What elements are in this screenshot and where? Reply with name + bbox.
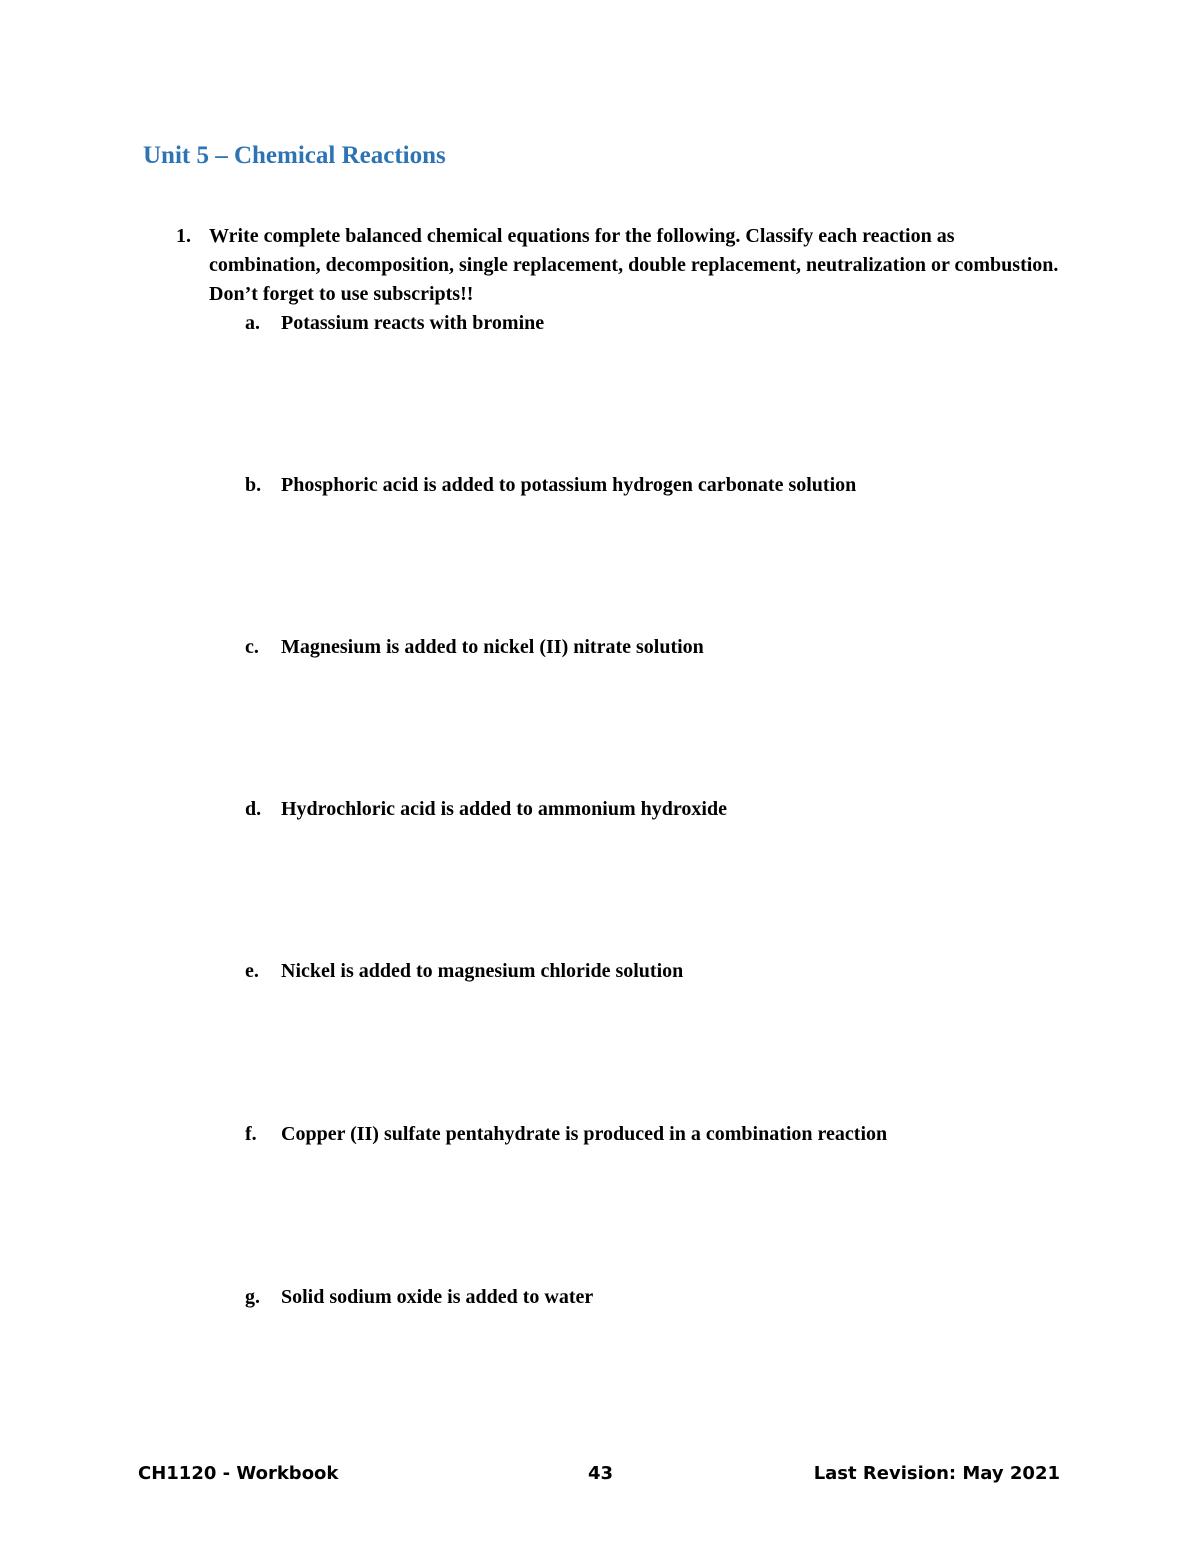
item-text: Nickel is added to magnesium chloride solution — [281, 960, 684, 982]
item-e — [245, 958, 683, 984]
item-letter: a. — [245, 312, 260, 334]
footer-page-number: 43 — [588, 1463, 614, 1484]
item-b — [245, 472, 856, 498]
unit-title: Unit 5 – Chemical Reactions — [143, 142, 446, 169]
item-letter: c. — [245, 636, 259, 658]
question-1 — [176, 222, 1076, 309]
item-text: Potassium reacts with bromine — [281, 312, 545, 334]
item-letter: f. — [245, 1123, 257, 1145]
item-text: Magnesium is added to nickel (II) nitrate solution — [281, 636, 704, 658]
item-letter: e. — [245, 960, 259, 982]
item-a — [245, 310, 544, 336]
footer-revision: Last Revision: May 2021 — [813, 1463, 1060, 1484]
item-d — [245, 796, 727, 822]
item-text: Hydrochloric acid is added to ammonium hydroxide — [281, 798, 727, 820]
item-text: Phosphoric acid is added to potassium hydrogen carbonate solution — [281, 474, 857, 496]
item-c — [245, 634, 704, 660]
item-g — [245, 1284, 593, 1310]
question-number: 1. — [176, 225, 191, 247]
item-letter: d. — [245, 798, 262, 820]
question-text: Write complete balanced chemical equations for the following. Classify each reaction as combination, decomposition, single replacement, double replacement, neutralization or combustion. Don’t forget to use subscripts!! — [209, 225, 1059, 305]
item-letter: g. — [245, 1286, 260, 1308]
item-letter: b. — [245, 474, 262, 496]
item-f — [245, 1121, 887, 1147]
item-text: Copper (II) sulfate pentahydrate is produced in a combination reaction — [281, 1123, 888, 1145]
footer-course: CH1120 - Workbook — [138, 1463, 339, 1484]
item-text: Solid sodium oxide is added to water — [281, 1286, 594, 1308]
